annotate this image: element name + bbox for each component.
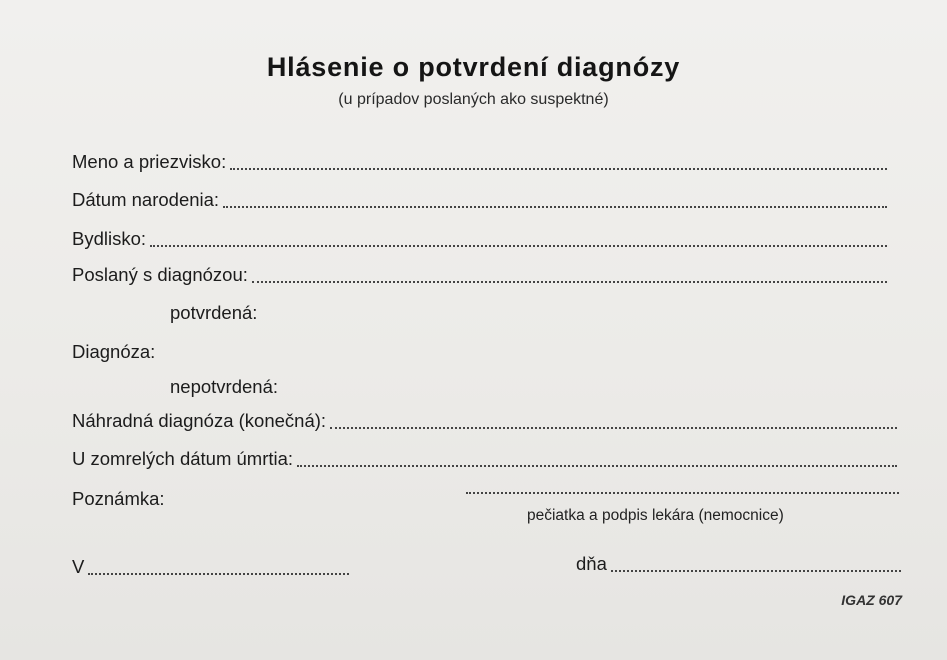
date-row	[576, 553, 901, 575]
date-label: dňa	[576, 553, 607, 574]
alt-diagnosis-field[interactable]	[330, 411, 897, 429]
place-field[interactable]	[88, 557, 349, 575]
birth-date-row	[72, 189, 887, 211]
signature-caption: pečiatka a podpis lekára (nemocnice)	[527, 507, 784, 524]
form-title: Hlásenie o potvrdení diagnózy	[266, 52, 681, 82]
death-date-field[interactable]	[297, 449, 897, 467]
unconfirmed-label: nepotvrdená:	[170, 376, 279, 397]
name-label: Meno a priezvisko:	[72, 151, 227, 172]
date-field[interactable]	[611, 554, 901, 572]
form-subtitle: (u prípadov poslaných ako suspektné)	[338, 91, 609, 108]
address-row	[72, 228, 887, 250]
sent-diagnosis-field[interactable]	[252, 265, 887, 283]
diagnosis-label: Diagnóza:	[72, 341, 156, 362]
death-date-label: U zomrelých dátum úmrtia:	[72, 448, 294, 469]
death-date-row	[72, 448, 897, 470]
birth-date-label: Dátum narodenia:	[72, 189, 220, 210]
place-label: V	[72, 556, 85, 577]
address-label: Bydlisko:	[72, 228, 147, 249]
sent-diagnosis-row	[72, 264, 887, 286]
signature-field[interactable]	[466, 490, 899, 494]
address-field[interactable]	[150, 229, 887, 247]
note-label: Poznámka:	[72, 488, 165, 509]
confirmed-label: potvrdená:	[170, 302, 258, 323]
birth-date-field[interactable]	[223, 190, 887, 208]
alt-diagnosis-label: Náhradná diagnóza (konečná):	[72, 410, 327, 431]
form-code: IGAZ 607	[841, 592, 902, 608]
name-row	[72, 151, 887, 173]
name-field[interactable]	[230, 152, 887, 170]
alt-diagnosis-row	[72, 410, 897, 432]
sent-diagnosis-label: Poslaný s diagnózou:	[72, 264, 248, 285]
place-row	[72, 556, 349, 578]
